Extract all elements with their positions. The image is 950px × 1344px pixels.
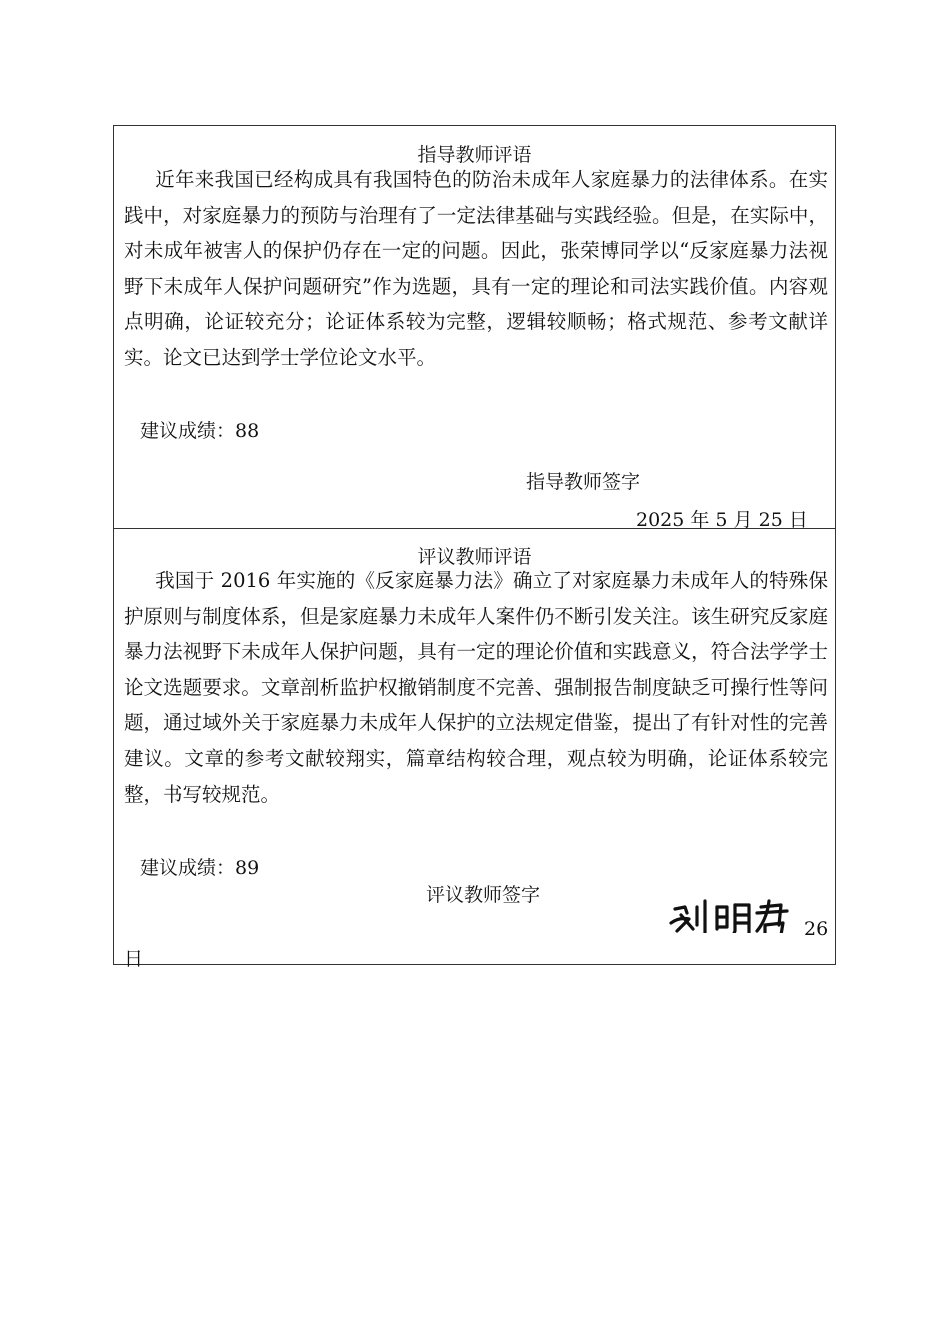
reviewer-comment-text: 我国于 2016 年实施的《反家庭暴力法》确立了对家庭暴力未成年人的特殊保护原则与制度体系，但是家庭暴力未成年人案件仍不断引发关注。该生研究反家庭暴力法视野下未成年人保护问题，具有一定的理论价值和实践意义，符合法学学士论文选题要求。文章剖析监护权撤销制度不完善、强制报告制度缺乏可操行性等问题，通过域外关于家庭暴力未成年人保护的立法规定借鉴，提出了有针对性的完善建议。文章的参考文献较翔实，篇章结构较合理，观点较为明确，论证体系较完整，书写较规范。 — [124, 569, 828, 806]
reviewer-signature-label: 评议教师签字 — [426, 884, 541, 906]
reviewer-date-day: 26 — [804, 918, 829, 940]
supervisor-comment-text: 近年来我国已经构成具有我国特色的防治未成年人家庭暴力的法律体系。在实践中，对家庭暴力的预防与治理有了一定法律基础与实践经验。但是，在实际中，对未成年被害人的保护仍存在一定的问题。因此，张荣博同学以“反家庭暴力法视野下未成年人保护问题研究”作为选题，具有一定的理论和司法实践价值。内容观点明确，论证较充分；论证体系较为完整，逻辑较顺畅；格式规范、参考文献详实。论文已达到学士学位论文水平。 — [124, 168, 828, 369]
reviewer-suggested-grade: 建议成绩：89 — [140, 857, 260, 879]
supervisor-signature-label: 指导教师签字 — [526, 471, 641, 493]
reviewer-comment-title: 评议教师评语 — [417, 546, 532, 568]
supervisor-date: 2025 年 5 月 25 日 — [636, 509, 808, 531]
supervisor-suggested-grade: 建议成绩：88 — [140, 420, 260, 442]
signature-overlap-mask — [668, 933, 798, 945]
supervisor-comment-title: 指导教师评语 — [417, 144, 532, 166]
reviewer-date-tail: 日 — [124, 948, 144, 970]
